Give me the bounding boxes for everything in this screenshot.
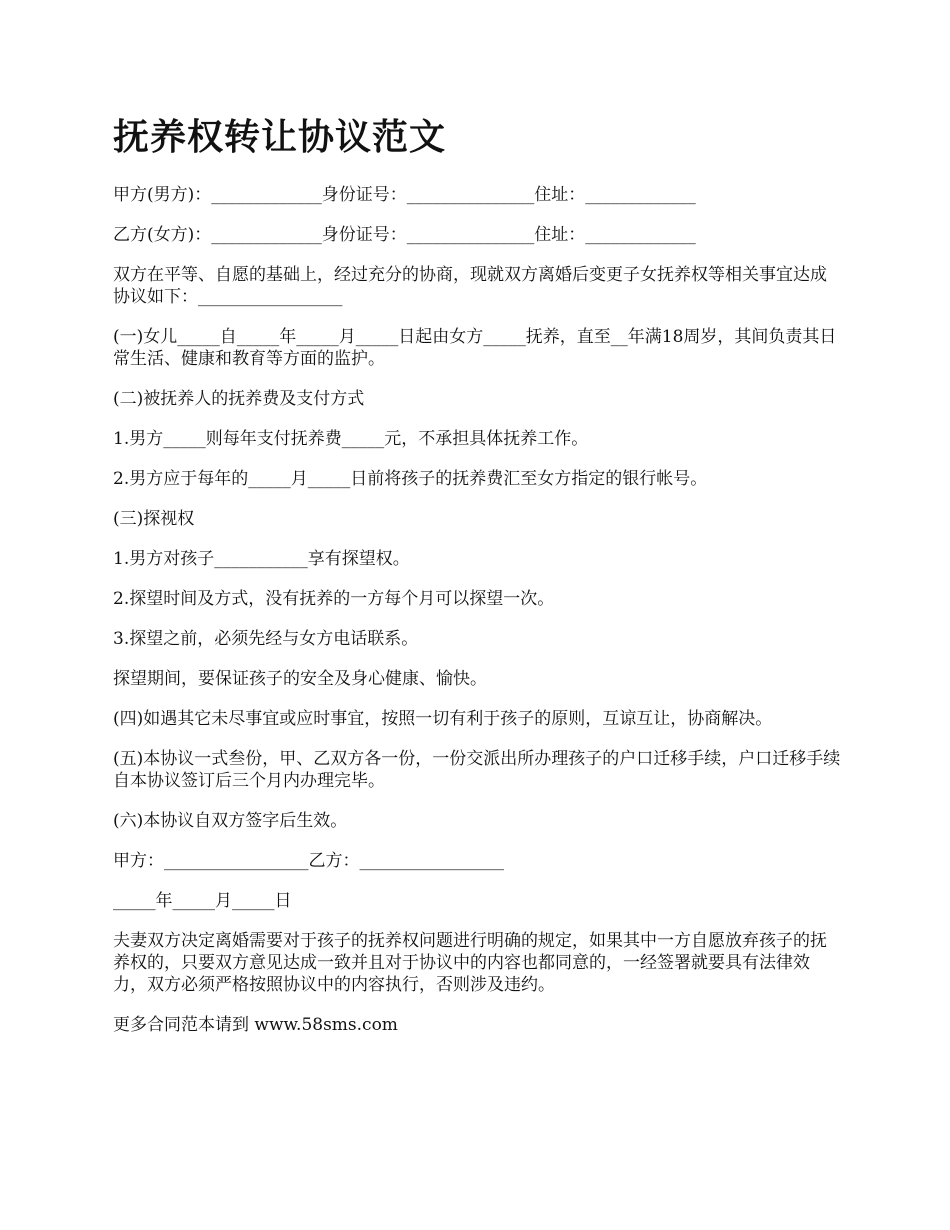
clause-5-paragraph: (五)本协议一式叁份，甲、乙双方各一份，一份交派出所办理孩子的户口迁移手续，户口迁移手续自本协议签订后三个月内办理完毕。 xyxy=(113,749,841,791)
clause-3-heading: (三)探视权 xyxy=(113,509,195,529)
visit-period-paragraph: 探望期间，要保证孩子的安全及身心健康、愉快。 xyxy=(113,669,487,689)
clause-6-paragraph: (六)本协议自双方签字后生效。 xyxy=(113,811,348,831)
clause-4-paragraph: (四)如遇其它未尽事宜或应时事宜，按照一切有利于孩子的原则，互谅互让，协商解决。 xyxy=(113,709,773,729)
document-page xyxy=(113,112,843,1054)
clause-1-paragraph: (一)女儿_____自_____年_____月_____日起由女方_____抚养，直至__年满18周岁，其间负责其日常生活、健康和教育等方面的监护。 xyxy=(113,327,837,369)
party-b-line: 乙方(女方)：_____________身份证号：_______________住址：_____________ xyxy=(113,225,696,245)
date-line: _____年_____月_____日 xyxy=(113,891,292,911)
closing-note-paragraph: 夫妻双方决定离婚需要对于孩子的抚养权问题进行明确的规定，如果其中一方自愿放弃孩子的抚养权的，只要双方意见达成一致并且对于协议中的内容也都同意的，一经签署就要具有法律效力，双方必须严格按照协议中的内容执行，否则涉及违约。 xyxy=(113,931,827,995)
clause-2-item-1: 1.男方_____则每年支付抚养费_____元，不承担具体抚养工作。 xyxy=(113,429,589,449)
document-title: 抚养权转让协议范文 xyxy=(113,116,447,158)
more-templates-link-text: 更多合同范本请到 www.58sms.com xyxy=(113,1015,398,1035)
signature-line: 甲方：_________________乙方：_________________ xyxy=(113,851,504,871)
party-a-line: 甲方(男方)：_____________身份证号：_______________住址：_____________ xyxy=(113,185,696,205)
clause-2-heading: (二)被抚养人的抚养费及支付方式 xyxy=(113,389,365,409)
preamble-paragraph: 双方在平等、自愿的基础上，经过充分的协商，现就双方离婚后变更子女抚养权等相关事宜达成协议如下：_________________ xyxy=(113,265,827,307)
clause-3-item-1: 1.男方对孩子___________享有探望权。 xyxy=(113,549,410,569)
clause-2-item-2: 2.男方应于每年的_____月_____日前将孩子的抚养费汇至女方指定的银行帐号。 xyxy=(113,469,708,489)
clause-3-item-3: 3.探望之前，必须先经与女方电话联系。 xyxy=(113,629,419,649)
clause-3-item-2: 2.探望时间及方式，没有抚养的一方每个月可以探望一次。 xyxy=(113,589,555,609)
